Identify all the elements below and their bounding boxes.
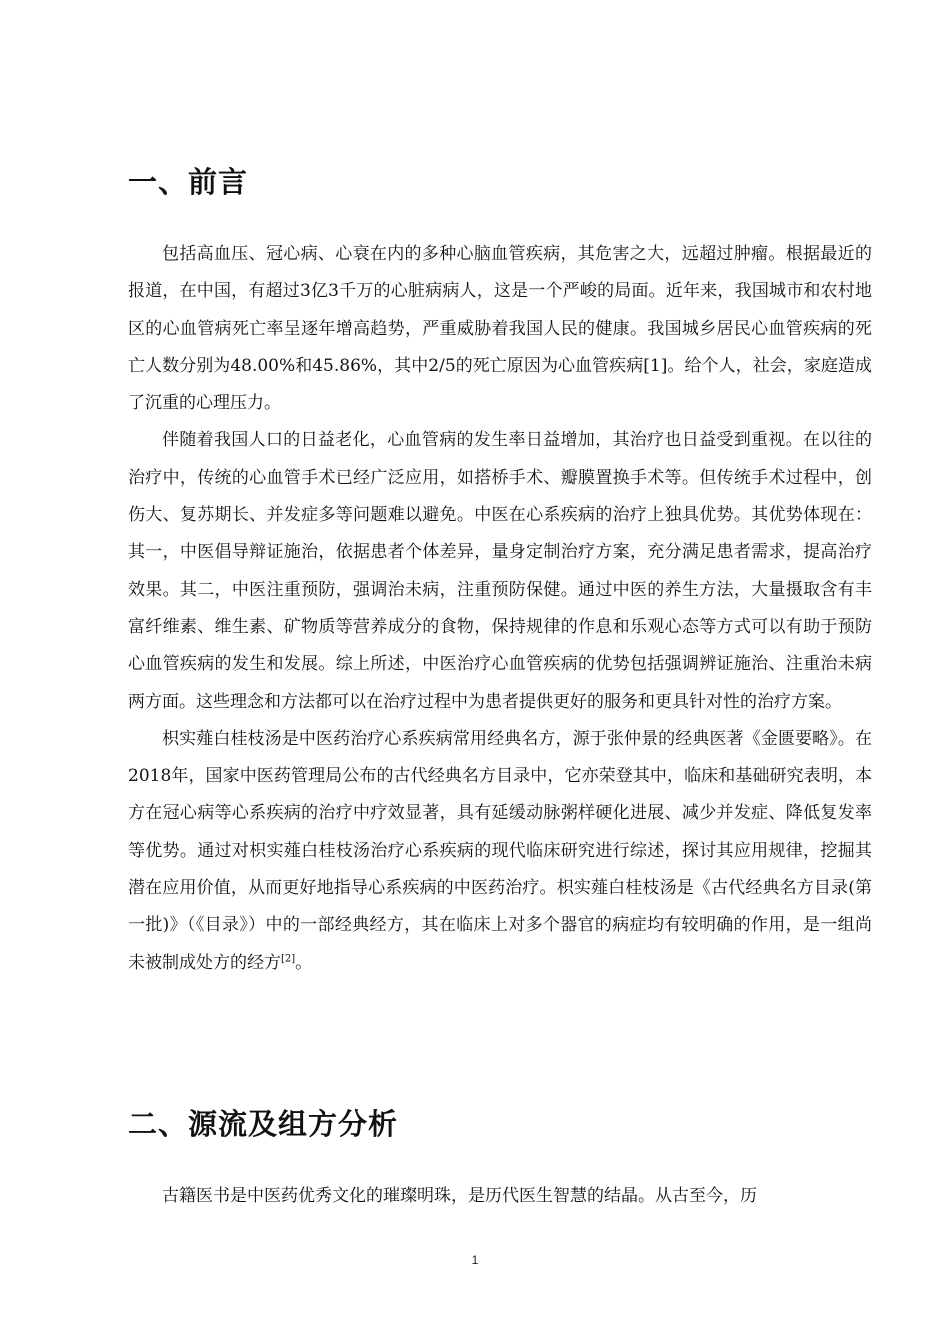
paragraph-text: 枳实薤白桂枝汤是中医药治疗心系疾病常用经典名方，源于张仲景的经典医著《金匮要略》。在2018年，国家中医药管理局公布的古代经典名方目录中，它亦荣登其中，临床和基础研究表明，本方在冠心病等心系疾病的治疗中疗效显著，具有延缓动脉粥样硬化进展、减少并发症、降低复发率等优势。通过对枳实薤白桂枝汤治疗心系疾病的现代临床研究进行综述，探讨其应用规律，挖掘其潜在应用价值，从而更好地指导心系疾病的中医药治疗。枳实薤白桂枝汤是《古代经典名方目录(第一批)》（《目录》）中的一部经典经方，其在临床上对多个器官的病症均有较明确的作用，是一组尚未被制成处方的经方 — [128, 728, 872, 973]
paragraph: 古籍医书是中医药优秀文化的璀璨明珠，是历代医生智慧的结晶。从古至今，历 — [162, 1186, 757, 1206]
paragraph: 包括高血压、冠心病、心衰在内的多种心脑血管疾病，其危害之大，远超过肿瘤。根据最近的报道，在中国，有超过3亿3千万的心脏病病人，这是一个严峻的局面。近年来，我国城市和农村地区的心血管病死亡率呈逐年增高趋势，严重威胁着我国人民的健康。我国城乡居民心血管疾病的死亡人数分别为48.00%和45.86%，其中2/5的死亡原因为心血管疾病[1]。给个人，社会，家庭造成了沉重的心理压力。 — [128, 244, 872, 414]
paragraph-end: 。 — [295, 952, 313, 973]
origin-analysis-body — [128, 1178, 872, 1215]
section-heading-origin-analysis: 二、源流及组方分析 — [128, 1107, 399, 1141]
page-number: 1 — [471, 1253, 479, 1267]
section-heading-introduction: 一、前言 — [128, 165, 249, 199]
introduction-body — [128, 236, 872, 982]
paragraph: 伴随着我国人口的日益老化，心血管病的发生率日益增加，其治疗也日益受到重视。在以往的治疗中，传统的心血管手术已经广泛应用，如搭桥手术、瓣膜置换手术等。但传统手术过程中，创伤大、复苏期长、并发症多等问题难以避免。中医在心系疾病的治疗上独具优势。其优势体现在：其一，中医倡导辩证施治，依据患者个体差异，量身定制治疗方案，充分满足患者需求，提高治疗效果。其二，中医注重预防，强调治未病，注重预防保健。通过中医的养生方法，大量摄取含有丰富纤维素、维生素、矿物质等营养成分的食物，保持规律的作息和乐观心态等方式可以有助于预防心血管疾病的发生和发展。综上所述，中医治疗心血管疾病的优势包括强调辨证施治、注重治未病两方面。这些理念和方法都可以在治疗过程中为患者提供更好的服务和更具针对性的治疗方案。 — [128, 430, 872, 712]
citation-marker: [2] — [281, 952, 296, 964]
paragraph — [128, 721, 872, 982]
